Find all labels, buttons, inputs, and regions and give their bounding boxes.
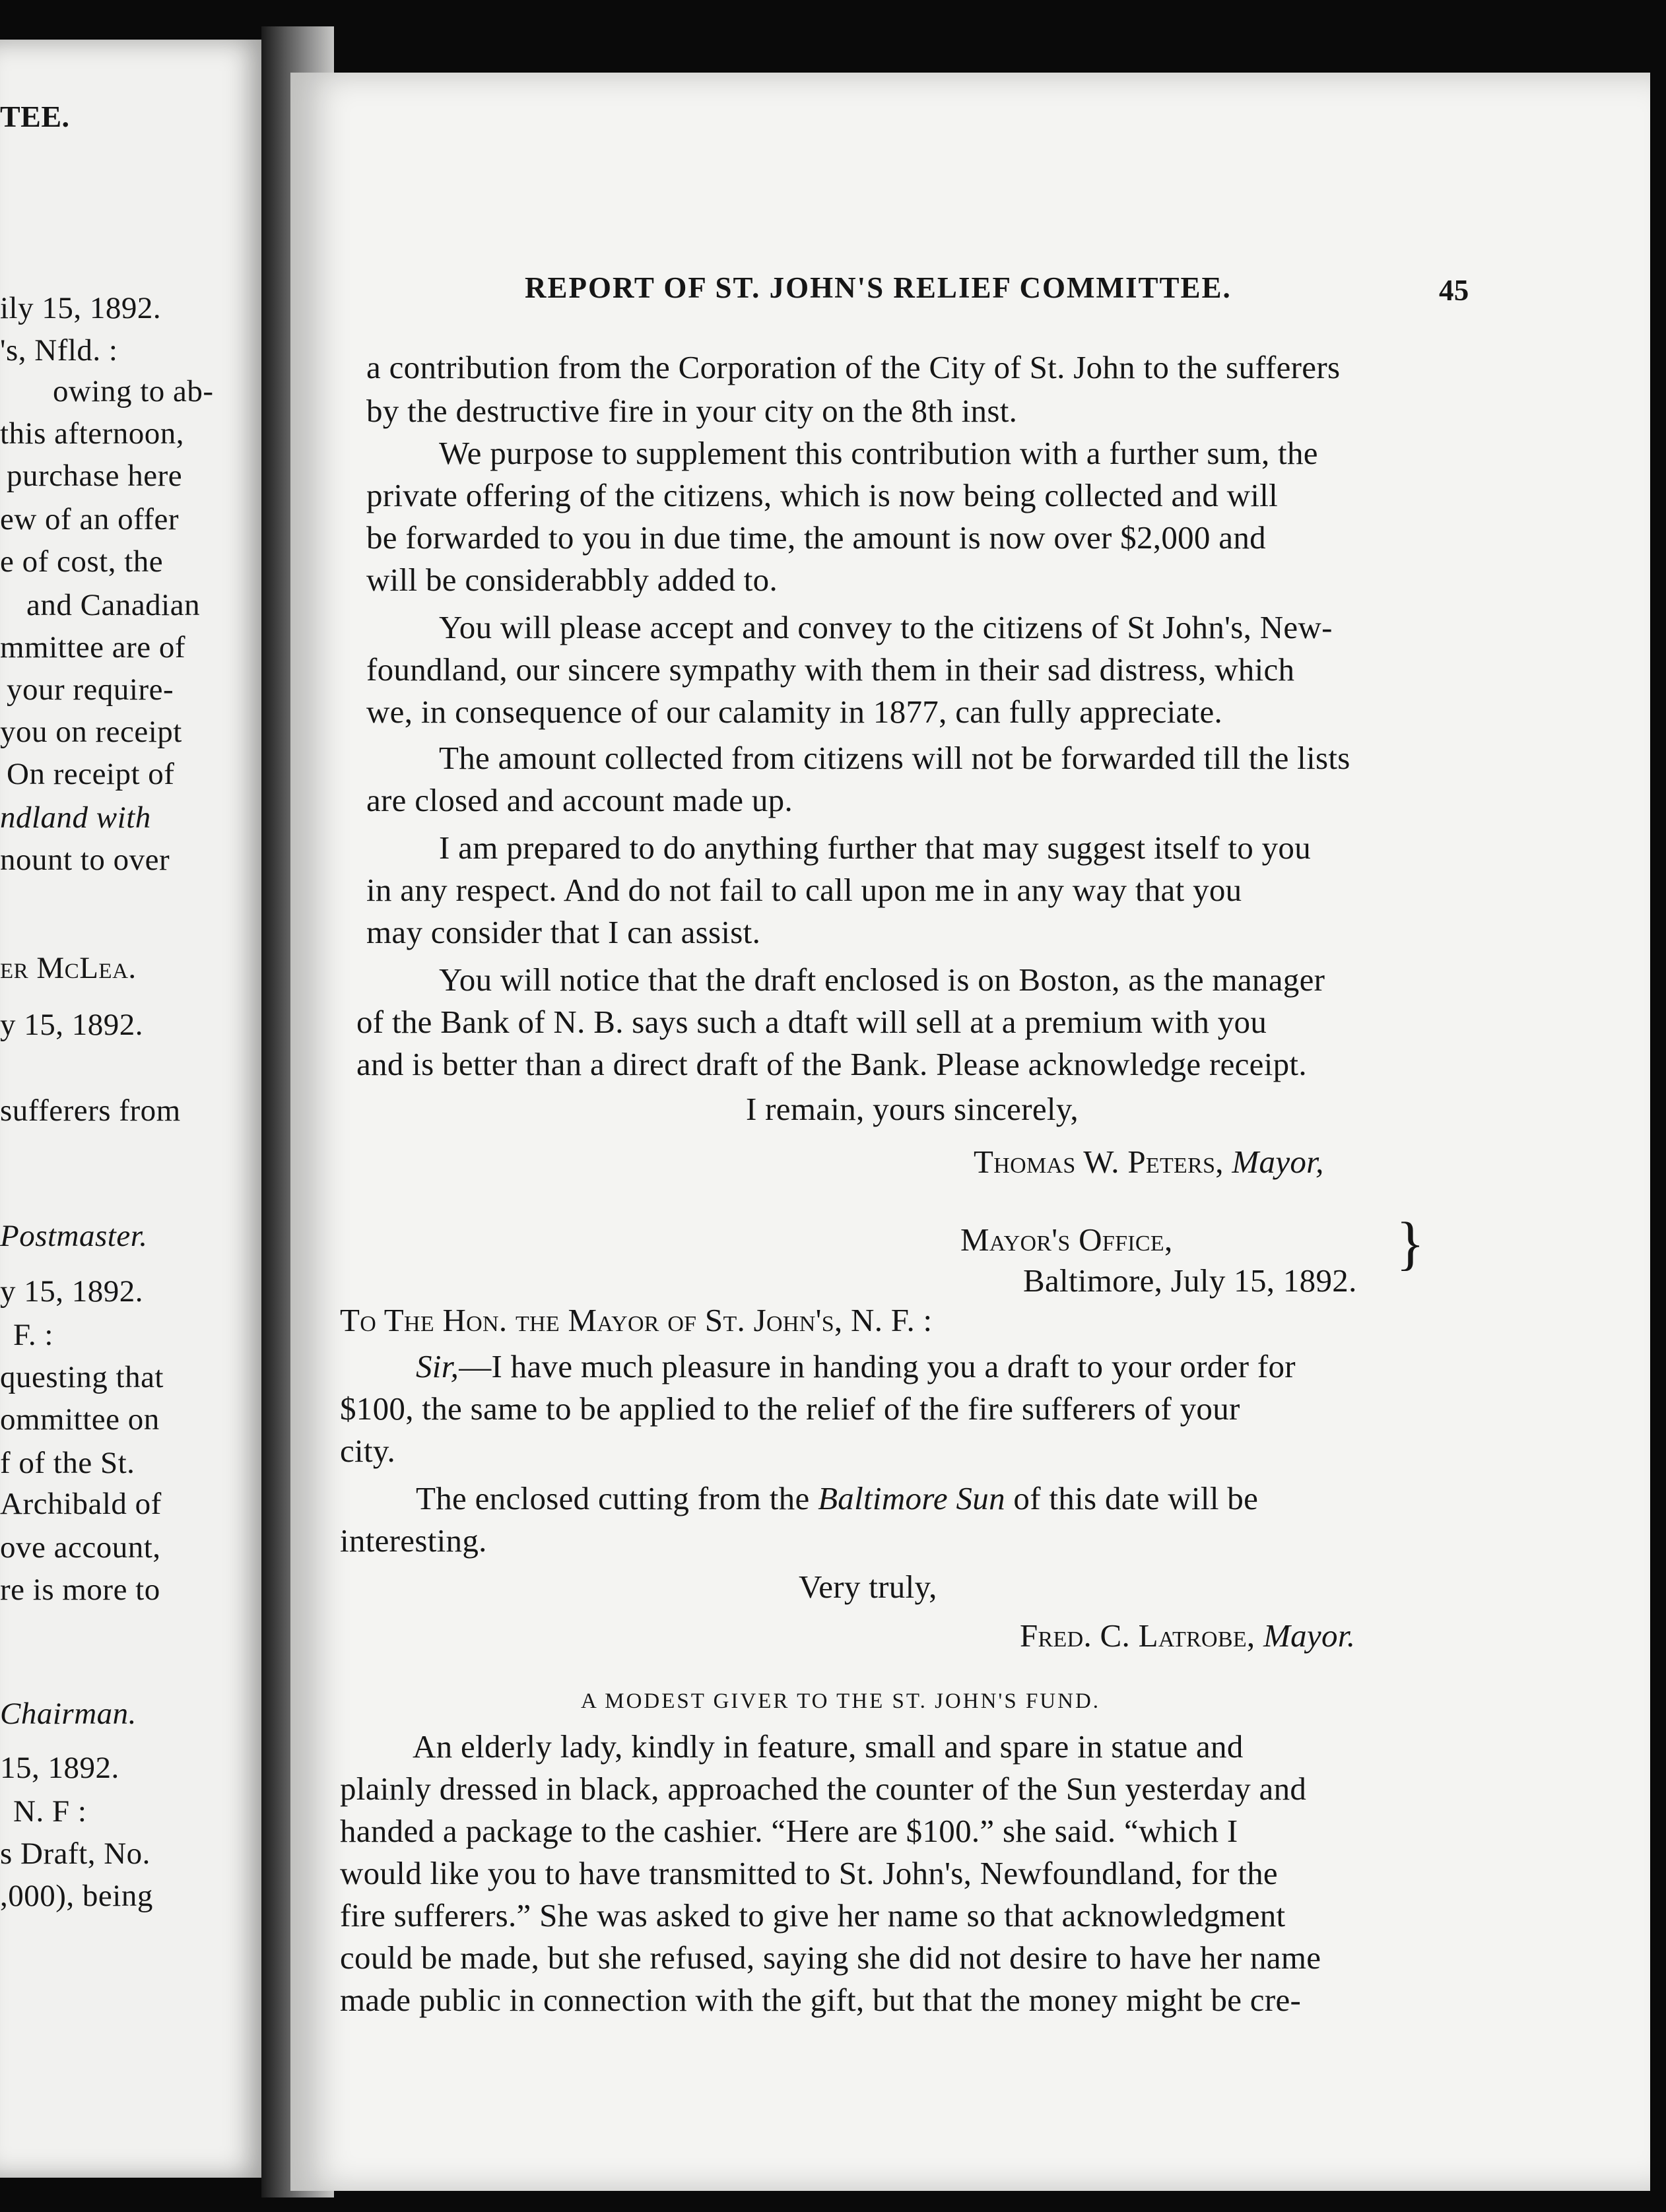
left-page-text-fragment: re is more to — [0, 1573, 160, 1607]
left-page-text-fragment: Chairman. — [0, 1697, 137, 1731]
text-line: may consider that I can assist. — [366, 914, 761, 950]
left-page-fragment — [0, 40, 271, 2178]
left-page-text-fragment: f of the St. — [0, 1446, 135, 1480]
text-line: we, in consequence of our calamity in 1877, can fully appreciate. — [366, 694, 1223, 730]
text-line: could be made, but she refused, saying she did not desire to have her name — [340, 1939, 1321, 1976]
right-page — [290, 73, 1650, 2191]
signature-name: Thomas W. Peters, — [974, 1144, 1224, 1180]
salutation: To The Hon. the Mayor of St. John's, N. F. : — [340, 1302, 933, 1338]
newspaper-name: Baltimore Sun — [818, 1480, 1005, 1516]
signature-name: Fred. C. Latrobe, — [1020, 1617, 1255, 1654]
text-line: foundland, our sincere sympathy with them in their sad distress, which — [366, 651, 1295, 688]
text-line: of the Bank of N. B. says such a dtaft will sell at a premium with you — [356, 1004, 1267, 1040]
text-line: You will notice that the draft enclosed is on Boston, as the manager — [439, 961, 1325, 998]
text-line: interesting. — [340, 1522, 487, 1559]
signature-title: Mayor. — [1263, 1617, 1356, 1654]
left-page-text-fragment: ,000), being — [0, 1879, 153, 1913]
signature — [1020, 1617, 1355, 1654]
left-page-text-fragment: this afternoon, — [0, 416, 184, 451]
left-page-text-fragment: and Canadian — [26, 588, 201, 622]
left-page-text-fragment: ew of an offer — [0, 502, 180, 537]
text-line: and is better than a direct draft of the Bank. Please acknowledge receipt. — [356, 1046, 1307, 1082]
text-line: I am prepared to do anything further that may suggest itself to you — [439, 830, 1311, 866]
left-page-text-fragment: TEE. — [0, 100, 70, 133]
text-line: be forwarded to you in due time, the amount is now over $2,000 and — [366, 519, 1266, 556]
text-line: An elderly lady, kindly in feature, small and spare in statue and — [413, 1728, 1244, 1765]
text-line: city. — [340, 1433, 396, 1469]
office-line: Mayor's Office, — [960, 1221, 1173, 1258]
text-span: —I have much pleasure in handing you a draft to your order for — [459, 1348, 1296, 1384]
left-page-text-fragment: N. F : — [13, 1794, 87, 1829]
left-page-text-fragment: ndland with — [0, 800, 151, 835]
left-page-text-fragment: Postmaster. — [0, 1219, 148, 1253]
left-page-text-fragment: Archibald of — [0, 1487, 162, 1521]
left-page-text-fragment: owing to ab- — [53, 374, 214, 408]
text-line: private offering of the citizens, which is now being collected and will — [366, 477, 1279, 513]
office-date-line: Baltimore, July 15, 1892. — [1023, 1262, 1357, 1299]
text-line: in any respect. And do not fail to call upon me in any way that you — [366, 872, 1242, 908]
text-line: a contribution from the Corporation of the City of St. John to the sufferers — [366, 349, 1341, 385]
signature-title: Mayor, — [1232, 1144, 1324, 1180]
running-header: REPORT OF ST. JOHN'S RELIEF COMMITTEE. — [525, 271, 1232, 304]
left-page-text-fragment: mmittee are of — [0, 630, 186, 665]
text-line: would like you to have transmitted to St. John's, Newfoundland, for the — [340, 1855, 1278, 1891]
closing-line: Very truly, — [799, 1569, 937, 1605]
text-line: You will please accept and convey to the citizens of St John's, New- — [439, 609, 1333, 645]
left-page-text-fragment: F. : — [13, 1318, 53, 1352]
salutation-sir: Sir, — [416, 1348, 459, 1384]
text-line: made public in connection with the gift, but that the money might be cre- — [340, 1982, 1302, 2018]
text-line: plainly dressed in black, approached the counter of the Sun yesterday and — [340, 1771, 1307, 1807]
left-page-text-fragment: 's, Nfld. : — [0, 333, 118, 368]
text-line: fire sufferers.” She was asked to give her name so that acknowledgment — [340, 1897, 1286, 1934]
left-page-text-fragment: purchase here — [7, 459, 183, 493]
left-page-text-fragment: s Draft, No. — [0, 1837, 150, 1871]
text-line: handed a package to the cashier. “Here are $100.” she said. “which I — [340, 1813, 1238, 1849]
left-page-text-fragment: On receipt of — [7, 757, 175, 791]
text-span: The enclosed cutting from the — [416, 1480, 818, 1516]
text-line: are closed and account made up. — [366, 782, 793, 818]
text-line: The amount collected from citizens will not be forwarded till the lists — [439, 740, 1350, 776]
left-page-text-fragment: ove account, — [0, 1530, 161, 1565]
left-page-text-fragment: e of cost, the — [0, 544, 164, 579]
text-line — [416, 1348, 1296, 1385]
left-page-text-fragment: y 15, 1892. — [0, 1008, 143, 1042]
left-page-text-fragment: ily 15, 1892. — [0, 291, 162, 325]
text-line: by the destructive fire in your city on the 8th inst. — [366, 393, 1018, 429]
text-line: $100, the same to be applied to the relief of the fire sufferers of your — [340, 1390, 1240, 1427]
left-page-text-fragment: you on receipt — [0, 715, 182, 749]
text-line: will be considerabbly added to. — [366, 562, 778, 598]
left-page-text-fragment: er McLea. — [0, 951, 137, 985]
left-page-text-fragment: your require- — [7, 672, 174, 707]
left-page-text-fragment: questing that — [0, 1360, 164, 1394]
text-line: We purpose to supplement this contribution with a further sum, the — [439, 435, 1318, 471]
left-page-text-fragment: sufferers from — [0, 1093, 181, 1128]
signature — [974, 1143, 1324, 1181]
left-page-text-fragment: 15, 1892. — [0, 1751, 119, 1785]
page-number: 45 — [1439, 274, 1469, 307]
left-page-text-fragment: y 15, 1892. — [0, 1274, 143, 1309]
text-span: of this date will be — [1005, 1480, 1259, 1516]
left-page-text-fragment: nount to over — [0, 843, 170, 877]
closing-line: I remain, yours sincerely, — [746, 1091, 1079, 1127]
article-heading: A MODEST GIVER TO THE ST. JOHN'S FUND. — [581, 1689, 1101, 1713]
left-page-text-fragment: ommittee on — [0, 1402, 160, 1437]
brace-glyph: } — [1396, 1211, 1425, 1276]
text-line — [416, 1480, 1258, 1517]
